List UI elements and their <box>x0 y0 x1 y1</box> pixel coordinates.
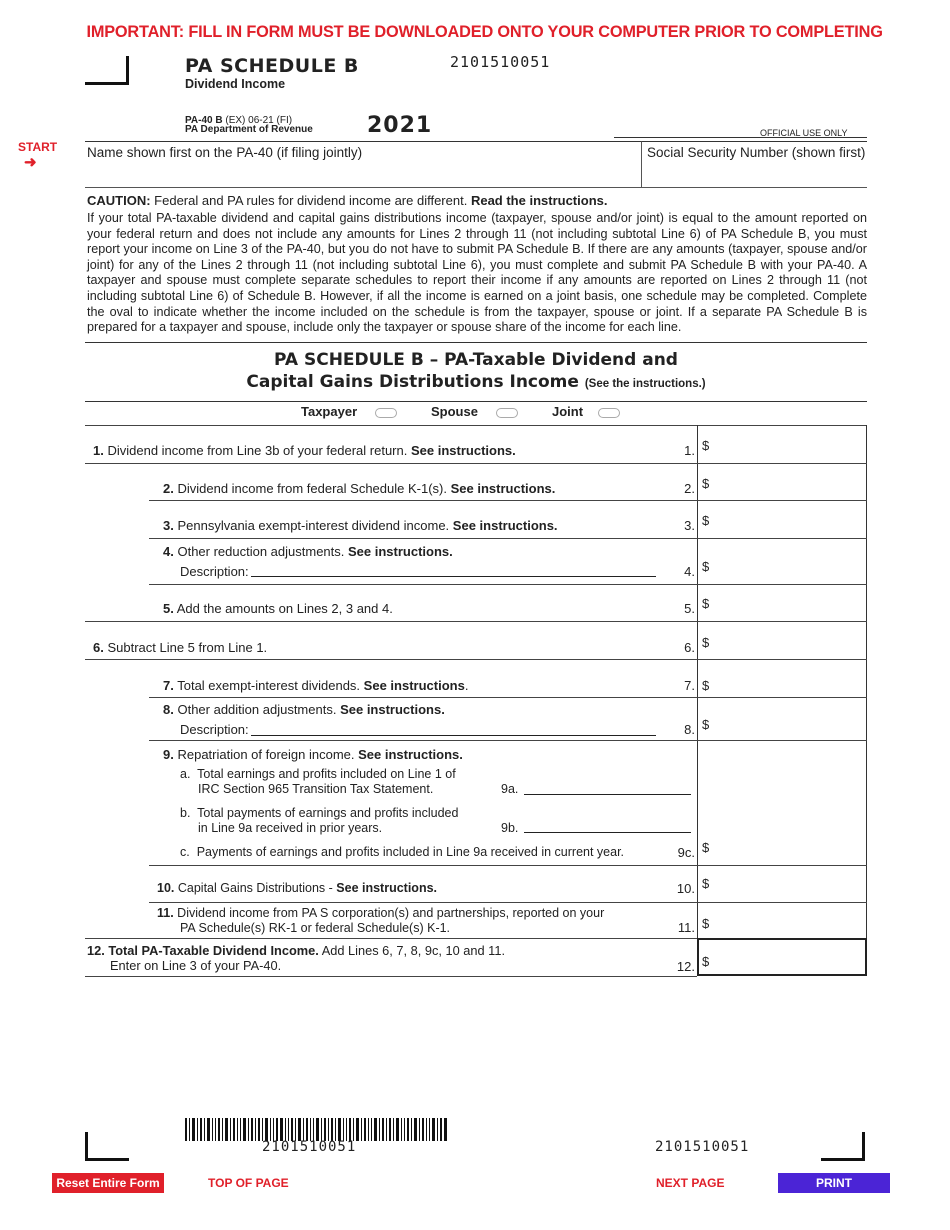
line-1-amount-input[interactable] <box>712 428 862 460</box>
line-8-dollar: $ <box>702 717 710 732</box>
line-4-ref: 4. <box>684 564 695 579</box>
ssn-field-label: Social Security Number (shown first) <box>647 145 866 160</box>
line-4-description-input[interactable] <box>251 560 656 577</box>
ssn-field[interactable] <box>641 141 867 188</box>
line-6-dollar: $ <box>702 635 710 650</box>
line-8-ref: 8. <box>684 722 695 737</box>
line-6-ref: 6. <box>684 640 695 655</box>
line-9a-input[interactable] <box>524 780 691 795</box>
section-title-line1: PA SCHEDULE B – PA-Taxable Dividend and <box>274 350 678 370</box>
tax-year: 2021 <box>367 113 433 138</box>
line-9b-input[interactable] <box>524 818 691 833</box>
section-divider <box>85 342 867 343</box>
line-12-label: 12. Total PA-Taxable Dividend Income. Add Lines 6, 7, 8, 9c, 10 and 11. Enter on Line 3 of your PA-40. <box>87 943 506 973</box>
joint-oval[interactable] <box>598 408 620 418</box>
line-7-label: 7. Total exempt-interest dividends. See instructions. <box>163 678 469 693</box>
barcode <box>185 1118 447 1141</box>
line-9-rule <box>149 865 867 866</box>
line-8-amount-input[interactable] <box>712 700 862 738</box>
line-2-rule <box>149 500 867 501</box>
line-3-amount-input[interactable] <box>712 503 862 535</box>
line-4-label: 4. Other reduction adjustments. See instructions. <box>163 544 453 559</box>
line-12-ref: 12. <box>676 959 695 974</box>
line-2-amount-input[interactable] <box>712 466 862 498</box>
caution-label: CAUTION: <box>87 193 151 208</box>
section-title-line2: Capital Gains Distributions Income <box>246 372 579 392</box>
line-4-rule <box>149 584 867 585</box>
spouse-oval[interactable] <box>496 408 518 418</box>
corner-mark-bottom-right <box>821 1132 865 1161</box>
form-code <box>185 116 313 134</box>
line-2-ref: 2. <box>684 481 695 496</box>
corner-mark-bottom-left <box>85 1132 129 1161</box>
filing-status-rule <box>85 401 867 402</box>
official-use-rule <box>614 137 867 138</box>
line-5-amount-input[interactable] <box>712 587 862 619</box>
print-button[interactable]: PRINT <box>778 1173 890 1193</box>
line-2-label: 2. Dividend income from federal Schedule K-1(s). See instructions. <box>163 481 556 496</box>
line-10-dollar: $ <box>702 876 710 891</box>
caution-emphasis: Read the instructions. <box>470 193 608 208</box>
line-10-ref: 10. <box>676 881 695 896</box>
line-11-amount-input[interactable] <box>712 905 862 937</box>
caution-paragraph: If your total PA-taxable dividend and capital gains distributions income (taxpayer, spouse and/or joint) is equal to the amount reported on your federal return and does not include any amounts for Lines 2 through 11 (not including subtotal Line 6) of PA Schedule B, you must report your income on Line 3 of the PA-40, but you do not have to submit PA Schedule B. If there are any amounts (taxpayer, spouse and/or joint) for any of the Lines 2 through 11 (not including subtotal Line 6), you must complete and submit PA Schedule B with your PA-40. A taxpayer and spouse must complete separate schedules to report their income if any amounts are reported on Lines 2 through 11 (not including subtotal Line 6) of Schedule B. However, if all the income is earned on a joint basis, one schedule may be completed. Complete the oval to indicate whether the income included on the schedule is from the taxpayer, spouse or joint. If a separate PA Schedule B is prepared for a taxpayer and spouse, include only the taxpayer or spouse share of the income for each line. <box>87 211 867 335</box>
department-name: PA Department of Revenue <box>185 124 313 135</box>
line-3-rule <box>149 538 867 539</box>
line-8-rule <box>149 740 867 741</box>
line-9-label: 9. Repatriation of foreign income. See instructions. <box>163 747 463 762</box>
line-3-dollar: $ <box>702 513 710 528</box>
line-9b-label: b. Total payments of earnings and profits included in Line 9a received in prior years. <box>180 806 459 835</box>
line-5-label: 5. Add the amounts on Lines 2, 3 and 4. <box>163 601 393 616</box>
line-1-label: 1. Dividend income from Line 3b of your federal return. See instructions. <box>93 443 516 458</box>
line-5-ref: 5. <box>684 601 695 616</box>
line-4-desc-label: Description: <box>180 564 249 579</box>
taxpayer-oval[interactable] <box>375 408 397 418</box>
form-code-rev: (EX) 06-21 (FI) <box>225 115 293 126</box>
line-3-ref: 3. <box>684 518 695 533</box>
line-9b-ref: 9b. <box>501 821 519 835</box>
filing-status-taxpayer-label: Taxpayer <box>301 404 358 419</box>
corner-mark-top-left <box>85 56 129 85</box>
line-3-label: 3. Pennsylvania exempt-interest dividend income. See instructions. <box>163 518 558 533</box>
reset-form-button[interactable]: Reset Entire Form <box>52 1173 164 1193</box>
line-9c-ref: 9c. <box>677 845 695 860</box>
section-title <box>85 349 867 395</box>
filing-status-joint-label: Joint <box>552 404 584 419</box>
schedule-title: PA SCHEDULE B <box>185 55 359 77</box>
line-8-desc-label: Description: <box>180 722 249 737</box>
official-use-label: OFFICIAL USE ONLY <box>760 128 848 138</box>
line-7-dollar: $ <box>702 678 710 693</box>
name-field-label: Name shown first on the PA-40 (if filing jointly) <box>87 145 363 160</box>
line-1-dollar: $ <box>702 438 710 453</box>
start-arrow-icon: ➜ <box>24 154 37 171</box>
caution-text: Federal and PA rules for dividend income are different. <box>154 193 468 208</box>
line-7-amount-input[interactable] <box>712 662 862 694</box>
line-9c-amount-input[interactable] <box>712 830 862 862</box>
form-number: 2101510051 <box>450 53 551 71</box>
line-5-dollar: $ <box>702 596 710 611</box>
line-12-rule <box>85 976 697 977</box>
line-9c-label: c. Payments of earnings and profits included in Line 9a received in current year. <box>180 845 625 859</box>
line-1-ref: 1. <box>684 443 695 458</box>
next-page-link[interactable]: NEXT PAGE <box>656 1176 725 1190</box>
section-title-note: (See the instructions.) <box>584 378 706 390</box>
line-9c-dollar: $ <box>702 840 710 855</box>
line-12-total-box[interactable] <box>697 938 867 976</box>
line-8-label: 8. Other addition adjustments. See instructions. <box>163 702 445 717</box>
line-10-rule <box>149 902 867 903</box>
filing-status-spouse-label: Spouse <box>431 404 478 419</box>
line-4-amount-input[interactable] <box>712 541 862 581</box>
line-7-rule <box>149 697 867 698</box>
barcode-number: 2101510051 <box>262 1139 357 1155</box>
important-notice: IMPORTANT: FILL IN FORM MUST BE DOWNLOADED ONTO YOUR COMPUTER PRIOR TO COMPLETING <box>86 22 883 41</box>
line-11-label: 11. Dividend income from PA S corporation(s) and partnerships, reported on your PA Schedule(s) RK-1 or federal Schedule(s) K-1. <box>157 906 605 935</box>
form-code-id: PA-40 B <box>185 115 223 126</box>
line-8-description-input[interactable] <box>251 719 656 736</box>
line-9a-ref: 9a. <box>501 782 519 796</box>
line-6-amount-input[interactable] <box>712 624 862 656</box>
form-number-bottom: 2101510051 <box>655 1139 750 1155</box>
line-1-rule <box>85 463 867 464</box>
line-10-amount-input[interactable] <box>712 868 862 900</box>
line-11-ref: 11. <box>677 920 695 935</box>
start-label: START <box>18 140 58 154</box>
caution-line <box>87 193 867 208</box>
line-9a-label: a. Total earnings and profits included on Line 1 of IRC Section 965 Transition Tax Statement. <box>180 767 456 796</box>
line-2-dollar: $ <box>702 476 710 491</box>
name-field[interactable] <box>85 141 641 188</box>
line-4-dollar: $ <box>702 559 710 574</box>
line-7-ref: 7. <box>684 678 695 693</box>
line-12-dollar: $ <box>702 954 710 969</box>
line-6-rule <box>85 659 867 660</box>
line-5-rule <box>85 621 867 622</box>
line-11-dollar: $ <box>702 916 710 931</box>
schedule-subtitle: Dividend Income <box>185 77 286 91</box>
top-of-page-link[interactable]: TOP OF PAGE <box>208 1176 289 1190</box>
line-6-label: 6. Subtract Line 5 from Line 1. <box>93 640 268 655</box>
line-10-label: 10. Capital Gains Distributions - See instructions. <box>157 881 438 895</box>
